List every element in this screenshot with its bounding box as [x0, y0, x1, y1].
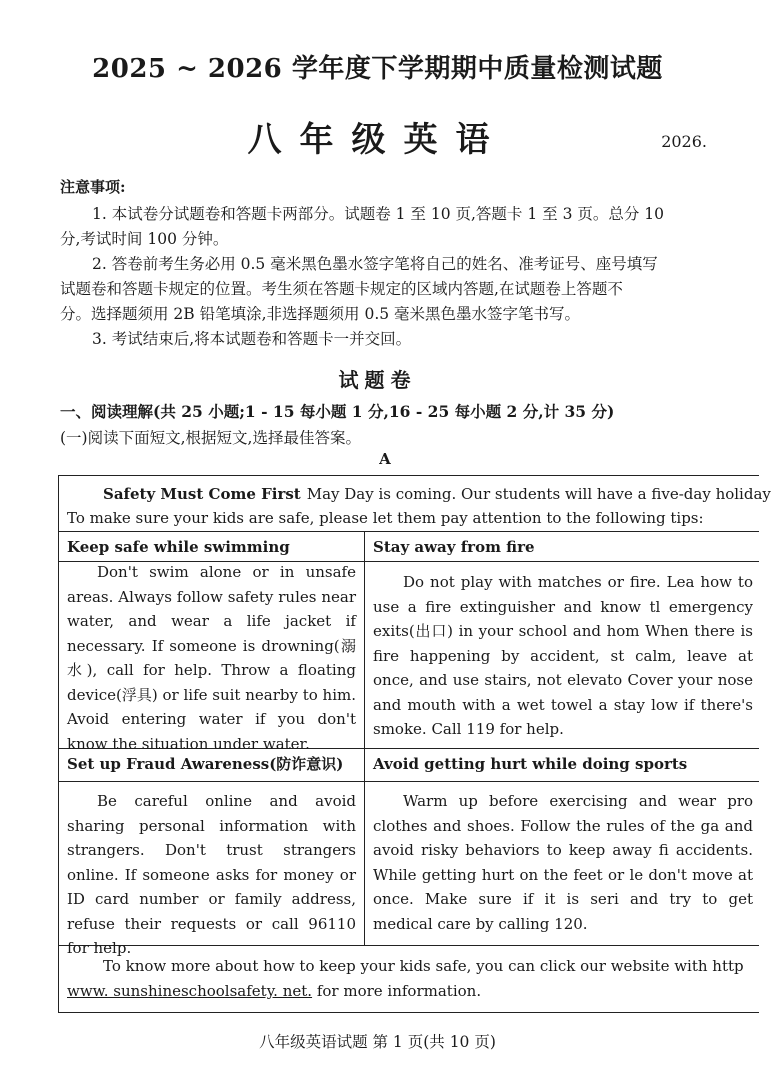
- exam-date: 2026.: [661, 132, 707, 151]
- footer-rest: for more information.: [312, 982, 482, 1000]
- passage-title: Safety Must Come First: [103, 485, 301, 503]
- notice-line: 1. 本试卷分试题卷和答题卡两部分。试题卷 1 至 10 页,答题卡 1 至 3 页。总分 10: [92, 205, 665, 223]
- cell-text: Don't swim alone or in unsafe areas. Always follow safety rules near water, and wear a life jacket if necessary. If someone is drowning(溺水), call for help. Throw a floating device(浮具) or life suit nearby to him. Avoid entering water if you don't know the situation under water.: [67, 563, 356, 753]
- notice-heading: 注意事项:: [60, 178, 126, 196]
- website-link[interactable]: www. sunshineschoolsafety. net.: [67, 982, 313, 1000]
- cell-heading-swimming: Keep safe while swimming: [67, 538, 290, 556]
- footer-line-1: To know more about how to keep your kids safe, you can click our website with http: [103, 957, 744, 975]
- passage-label: A: [379, 450, 391, 468]
- cell-text: Warm up before exercising and wear pro clothes and shoes. Follow the rules of the ga and avoid risky behaviors to keep away fi accidents. While getting hurt on the feet or le don't move at once. Make sure if it is seri and try to get medical care by calling 120.: [373, 792, 753, 933]
- cell-text: Be careful online and avoid sharing personal information with strangers. Don't trust strangers online. If someone asks for money or ID card number or family address, refuse their requests or call 96110 for help.: [67, 792, 356, 957]
- footer-line-2: [67, 979, 751, 1004]
- page-footer: 八年级英语试题 第 1 页(共 10 页): [259, 1033, 496, 1051]
- cell-body-swimming: [59, 560, 364, 753]
- intro-line-1: May Day is coming. Our students will have a five-day holiday: [306, 485, 771, 503]
- cell-body-fire: [365, 570, 759, 746]
- subject-title: 八年级英语: [247, 120, 508, 160]
- passage-footer: [59, 954, 759, 1004]
- cell-heading-fraud: Set up Fraud Awareness(防诈意识): [67, 755, 344, 773]
- passage-box: [58, 475, 771, 1013]
- cell-heading-sports: Avoid getting hurt while doing sports: [373, 755, 688, 773]
- cell-heading-fire: Stay away from fire: [373, 538, 535, 556]
- notice-line: 2. 答卷前考生务必用 0.5 毫米黑色墨水签字笔将自己的姓名、准考证号、座号填写: [92, 255, 658, 273]
- part-instruction: (一)阅读下面短文,根据短文,选择最佳答案。: [60, 429, 361, 447]
- notice-line: 分,考试时间 100 分钟。: [60, 230, 229, 248]
- notice-list: [60, 202, 705, 352]
- notice-line: 分。选择题须用 2B 铅笔填涂,非选择题须用 0.5 毫米黑色墨水签字笔书写。: [60, 305, 581, 323]
- part-heading: 一、阅读理解(共 25 小题;1 - 15 每小题 1 分,16 - 25 每小题 2 分,计 35 分): [60, 402, 615, 421]
- notice-line: 试题卷和答题卡规定的位置。考生须在答题卡规定的区域内答题,在试题卷上答题不: [60, 280, 623, 298]
- cell-body-sports: [365, 789, 759, 941]
- cell-text: Do not play with matches or fire. Lea how to use a fire extinguisher and know tl emergency exits(出口) in your school and hom When there is fire happening by accident, st calm, leave at once, and use stairs, not elevato Cover your nose and mouth with a wet towel a stay low if there's smoke. Call 119 for help.: [373, 573, 753, 738]
- cell-body-fraud: [59, 789, 364, 957]
- divider: [59, 781, 759, 782]
- exam-title: 2025 ~ 2026 学年度下学期期中质量检测试题: [92, 54, 663, 84]
- notice-line: 3. 考试结束后,将本试题卷和答题卡一并交回。: [92, 330, 412, 348]
- passage-intro: [59, 476, 771, 530]
- intro-line-2: To make sure your kids are safe, please let them pay attention to the following tips:: [67, 509, 704, 527]
- section-title: 试题卷: [338, 368, 417, 392]
